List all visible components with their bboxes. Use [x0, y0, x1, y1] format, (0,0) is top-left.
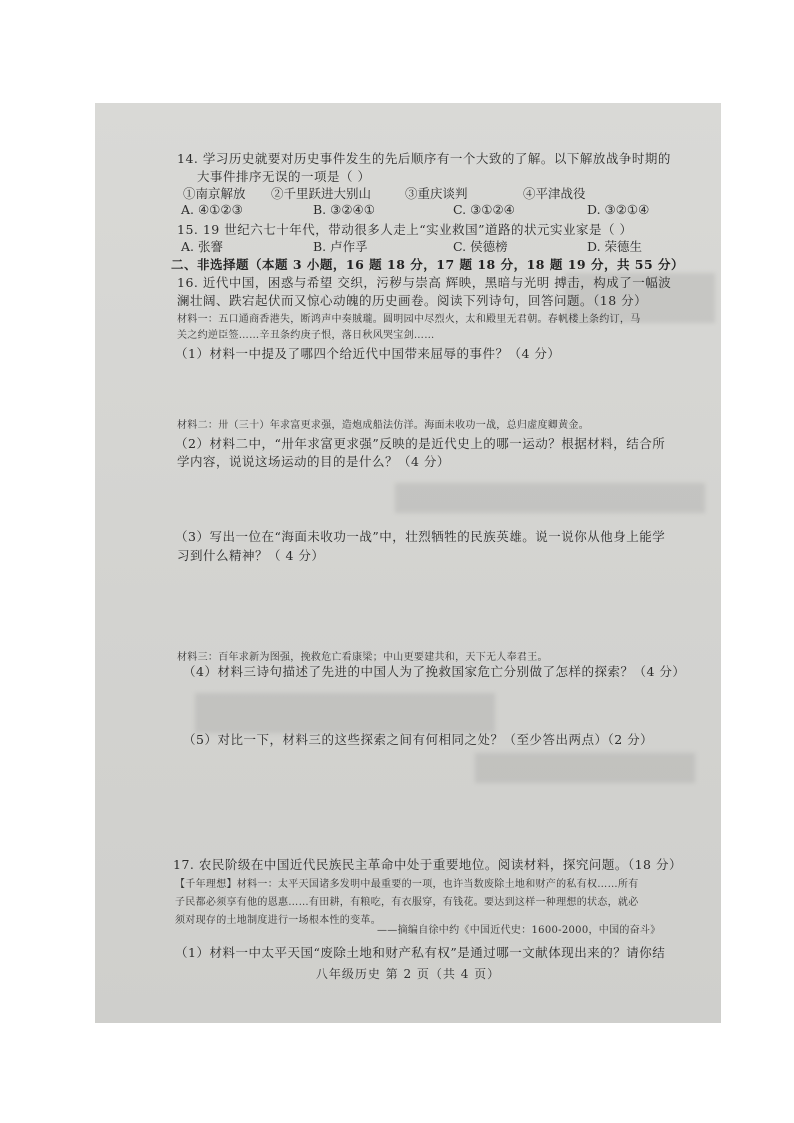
q14-option-a: A. ④①②③	[181, 202, 243, 217]
q17-source: ——摘编自徐中约《中国近代史：1600-2000，中国的奋斗》	[377, 925, 661, 936]
q16-part4: （4）材料三诗句描述了先进的中国人为了挽救国家危亡分别做了怎样的探索？（4 分）	[183, 664, 686, 679]
q14-event-2: ②千里跃进大别山	[271, 186, 372, 201]
bleed-through	[475, 753, 695, 783]
q16-intro-line1: 16. 近代中国，困惑与希望 交织，污秽与崇高 辉映，黑暗与光明 搏击，构成了一幅波	[177, 275, 672, 290]
q16-part1: （1）材料一中提及了哪四个给近代中国带来屈辱的事件？（4 分）	[175, 346, 561, 361]
q14-event-3: ③重庆谈判	[405, 186, 468, 201]
exam-page	[95, 103, 721, 1023]
section-2-heading: 二、非选择题（本题 3 小题，16 题 18 分，17 题 18 分，18 题 19 分，共 55 分）	[171, 257, 685, 272]
q16-material1-line2: 关之约逆臣签……辛丑条约庚子恨，落日秋风哭宝剑……	[177, 330, 435, 341]
q16-material3: 材料三：百年求新为图强，挽救危亡看康梁；中山更要建共和，天下无人奉君王。	[177, 652, 548, 663]
bleed-through	[395, 483, 705, 513]
page-footer: 八年级历史 第 2 页（共 4 页）	[315, 967, 501, 981]
q17-material1-line2: 子民都必须享有他的恩惠……有田耕，有粮吃，有衣服穿，有钱花。要达到这样一种理想的状态，就必	[175, 897, 639, 908]
q14-option-b: B. ③②④①	[313, 202, 375, 217]
q15-option-a: A. 张謇	[181, 239, 223, 254]
q15-stem: 15. 19 世纪六七十年代，带动很多人走上“实业救国”道路的状元实业家是（ ）	[177, 222, 633, 237]
q17-intro: 17. 农民阶级在中国近代民族民主革命中处于重要地位。阅读材料，探究问题。（18 分）	[173, 857, 682, 872]
q14-event-4: ④平津战役	[523, 186, 586, 201]
q14-stem-line1: 14. 学习历史就要对历史事件发生的先后顺序有一个大致的了解。以下解放战争时期的	[177, 151, 671, 166]
q14-option-d: D. ③②①④	[587, 202, 650, 217]
q16-part3-line1: （3）写出一位在“海面未收功一战”中，壮烈牺牲的民族英雄。说一说你从他身上能学	[175, 529, 666, 544]
q15-option-d: D. 荣德生	[587, 239, 643, 254]
q16-part2-line1: （2）材料二中，“卅年求富更求强”反映的是近代史上的哪一运动？根据材料，结合所	[175, 436, 666, 451]
q14-event-1: ①南京解放	[183, 186, 246, 201]
q16-part3-line2: 习到什么精神？（ 4 分）	[177, 548, 325, 563]
q17-part1: （1）材料一中太平天国“废除土地和财产私有权”是通过哪一文献体现出来的？请你结	[175, 945, 666, 960]
q14-stem-line2: 大事件排序无误的一项是（ ）	[197, 169, 371, 184]
q16-part5: （5）对比一下，材料三的这些探索之间有何相同之处？（至少答出两点）（2 分）	[183, 732, 654, 747]
q15-option-c: C. 侯德榜	[453, 239, 508, 254]
q15-option-b: B. 卢作孚	[313, 239, 368, 254]
q16-material2: 材料二：卅（三十）年求富更求强，造炮成船法仿洋。海面未收功一战，总归虚度卿黄金。	[177, 420, 589, 431]
q17-material1-line3: 须对现存的土地制度进行一场根本性的变革。	[175, 915, 381, 926]
bleed-through	[195, 693, 495, 733]
q14-option-c: C. ③①②④	[453, 202, 515, 217]
q16-material1-line1: 材料一：五口通商香港失，断鸿声中奏賊瓏。圆明园中尽烈火，太和殿里无君朝。春帆楼上条约订，马	[177, 314, 641, 325]
q17-material1-line1: 【千年理想】材料一：太平天国诸多发明中最重要的一项，也许当数废除土地和财产的私有权……所有	[175, 879, 639, 890]
q16-intro-line2: 澜壮阔、跌宕起伏而又惊心动魄的历史画卷。阅读下列诗句，回答问题。（18 分）	[177, 293, 648, 308]
q16-part2-line2: 学内容，说说这场运动的目的是什么？（4 分）	[177, 454, 450, 469]
